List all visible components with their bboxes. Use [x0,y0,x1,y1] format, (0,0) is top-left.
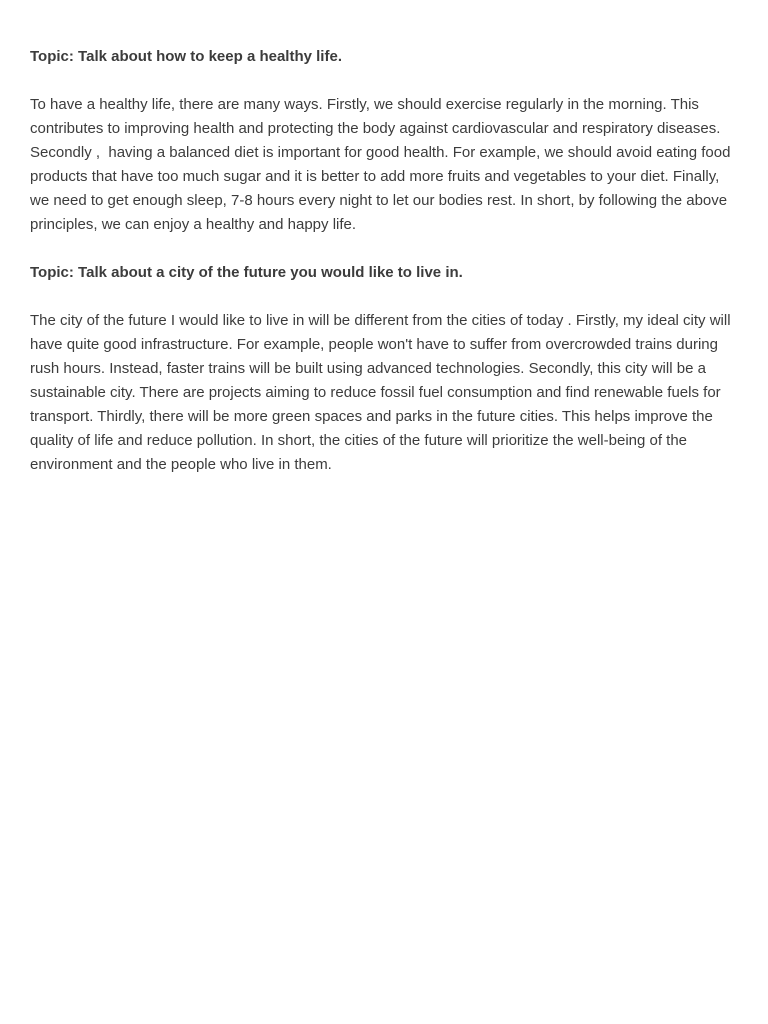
paragraph-future-city: The city of the future I would like to live in will be different from the cities of today . Firstly, my ideal city will have quite good infrastructure. For example, people won't have to suffer from overcrowded trains during rush hours. Instead, faster trains will be built using advanced technologies. Secondly, this city will be a sustainable city. There are projects aiming to reduce fossil fuel consumption and find renewable fuels for transport. Thirdly, there will be more green spaces and parks in the future cities. This helps improve the quality of life and reduce pollution. In short, the cities of the future will prioritize the well-being of the environment and the people who live in them. [30,312,735,473]
topic-heading-healthy-life: Topic: Talk about how to keep a healthy life. [30,48,342,65]
paragraph-healthy-life: To have a healthy life, there are many ways. Firstly, we should exercise regularly in the morning. This contributes to improving health and protecting the body against cardiovascular and respiratory diseases. Secondly , having a balanced diet is important for good health. For example, we should avoid eating food products that have too much sugar and it is better to add more fruits and vegetables to your diet. Finally, we need to get enough sleep, 7-8 hours every night to let our bodies rest. In short, by following the above principles, we can enjoy a healthy and happy life. [30,96,735,233]
topic-heading-future-city: Topic: Talk about a city of the future you would like to live in. [30,264,463,281]
